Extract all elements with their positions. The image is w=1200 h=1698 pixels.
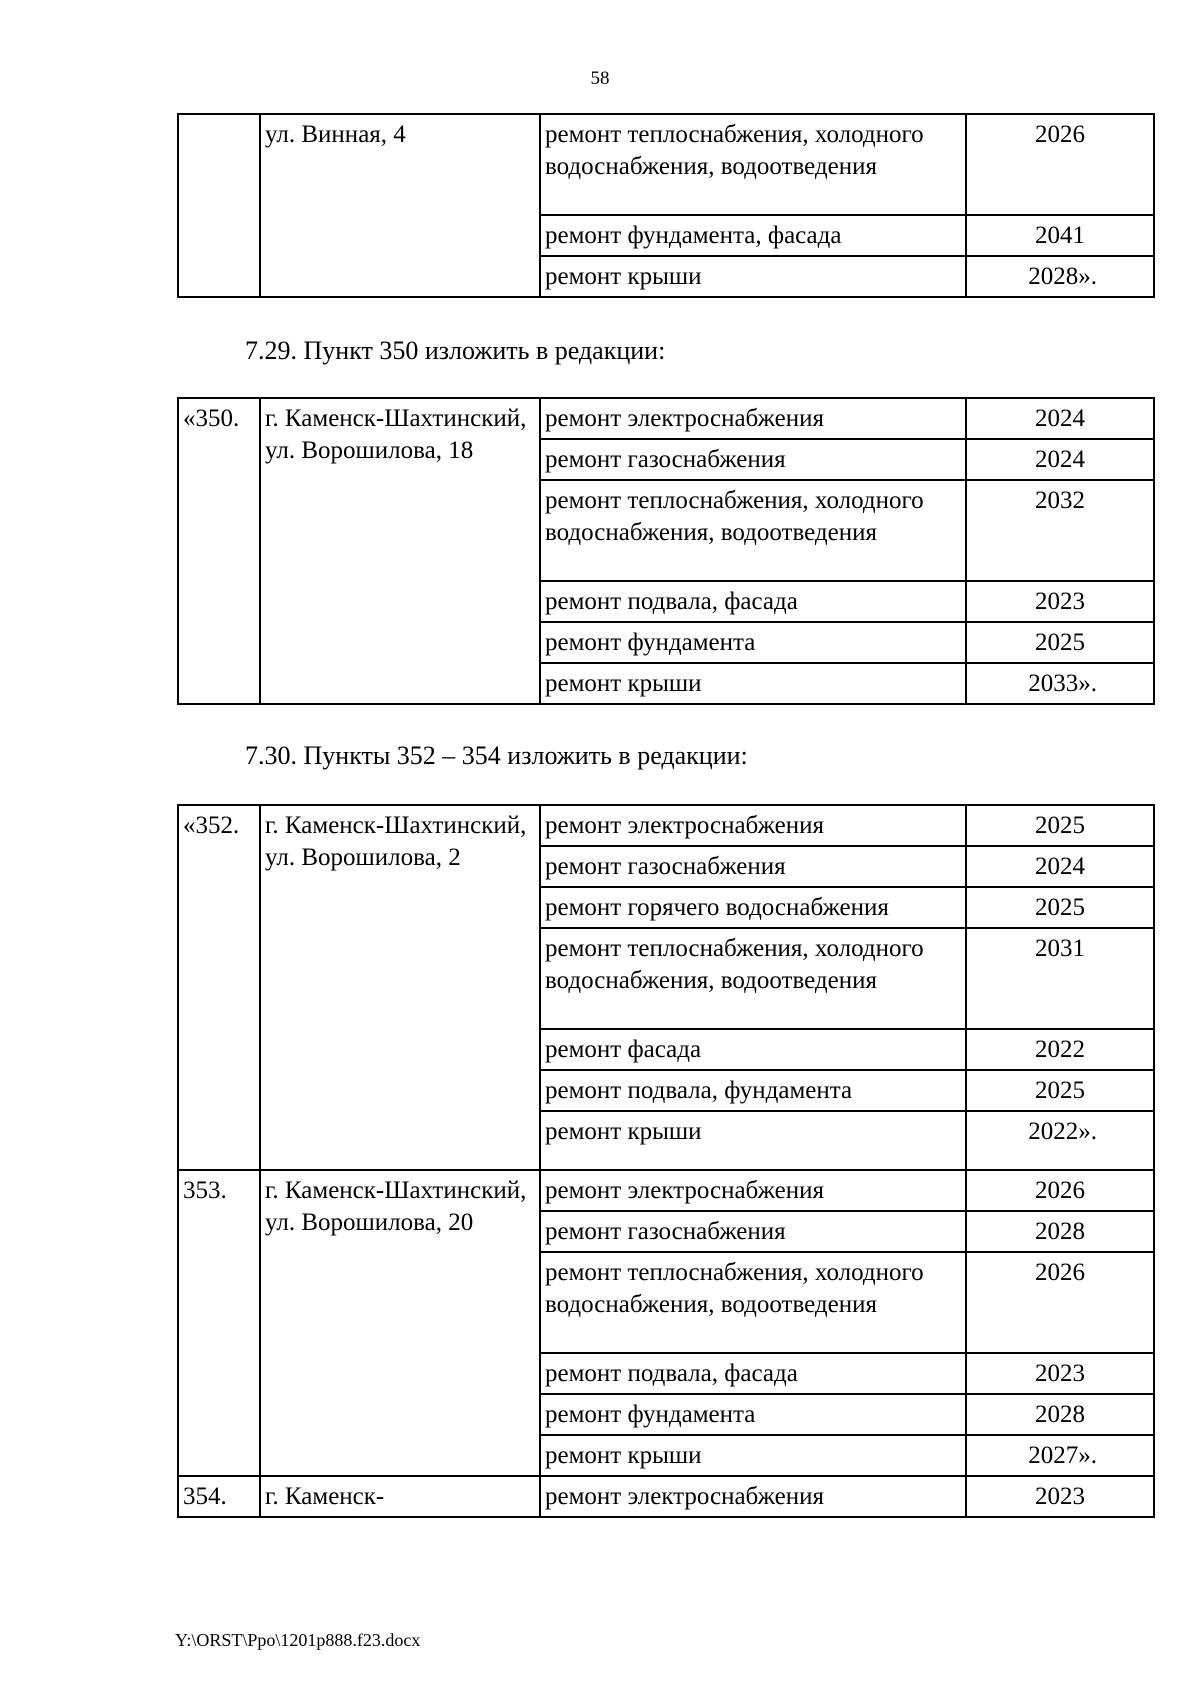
item-number-cell: «350. [178,398,260,704]
year-cell: 2026 [966,114,1154,215]
work-cell: ремонт подвала, фасада [540,581,966,622]
year-cell: 2026 [966,1170,1154,1211]
work-cell: ремонт теплоснабжения, холодного водоснабжения, водоотведения [540,114,966,215]
year-cell: 2025 [966,622,1154,663]
item-number-cell: 353. [178,1170,260,1476]
year-cell: 2025 [966,805,1154,846]
work-cell: ремонт теплоснабжения, холодного водоснабжения, водоотведения [540,1252,966,1353]
year-cell: 2022». [966,1111,1154,1170]
year-cell: 2032 [966,480,1154,581]
address-cell: г. Каменск-Шахтинский, ул. Ворошилова, 18 [260,398,540,704]
work-cell: ремонт электроснабжения [540,1170,966,1211]
address-cell: г. Каменск- [260,1476,540,1517]
work-cell: ремонт фундамента [540,622,966,663]
year-cell: 2023 [966,1353,1154,1394]
address-cell: г. Каменск-Шахтинский, ул. Ворошилова, 20 [260,1170,540,1476]
work-cell: ремонт газоснабжения [540,1211,966,1252]
year-cell: 2031 [966,928,1154,1029]
work-cell: ремонт газоснабжения [540,439,966,480]
year-cell: 2041 [966,215,1154,256]
work-cell: ремонт крыши [540,256,966,297]
table-row [178,114,1154,215]
work-cell: ремонт крыши [540,663,966,704]
year-cell: 2026 [966,1252,1154,1353]
year-cell: 2025 [966,1070,1154,1111]
year-cell: 2027». [966,1435,1154,1476]
work-cell: ремонт электроснабжения [540,1476,966,1517]
year-cell: 2023 [966,581,1154,622]
work-cell: ремонт газоснабжения [540,846,966,887]
item-number-cell: 354. [178,1476,260,1517]
work-cell: ремонт фундамента [540,1394,966,1435]
address-cell: ул. Винная, 4 [260,114,540,297]
work-cell: ремонт крыши [540,1111,966,1170]
work-cell: ремонт крыши [540,1435,966,1476]
year-cell: 2028 [966,1394,1154,1435]
table-row [178,805,1154,846]
address-cell: г. Каменск-Шахтинский, ул. Ворошилова, 2 [260,805,540,1170]
year-cell: 2033». [966,663,1154,704]
work-cell: ремонт теплоснабжения, холодного водоснабжения, водоотведения [540,480,966,581]
page-number: 58 [590,68,610,89]
item-number-cell [178,114,260,297]
year-cell: 2023 [966,1476,1154,1517]
paragraph-7-30: 7.30. Пункты 352 – 354 изложить в редакции: [245,741,748,770]
table-row [178,398,1154,439]
work-cell: ремонт фундамента, фасада [540,215,966,256]
year-cell: 2024 [966,439,1154,480]
work-cell: ремонт фасада [540,1029,966,1070]
work-cell: ремонт электроснабжения [540,398,966,439]
year-cell: 2028». [966,256,1154,297]
year-cell: 2024 [966,398,1154,439]
work-cell: ремонт горячего водоснабжения [540,887,966,928]
year-cell: 2024 [966,846,1154,887]
year-cell: 2028 [966,1211,1154,1252]
table-row [178,1170,1154,1211]
paragraph-7-29: 7.29. Пункт 350 изложить в редакции: [245,336,666,365]
work-cell: ремонт подвала, фасада [540,1353,966,1394]
table-row [178,1476,1154,1517]
continuation-table [177,113,1155,298]
year-cell: 2022 [966,1029,1154,1070]
footer-file-path: Y:\ORST\Ppo\1201p888.f23.docx [175,1630,421,1650]
work-cell: ремонт электроснабжения [540,805,966,846]
table-items-352-354 [177,804,1155,1518]
item-number-cell: «352. [178,805,260,1170]
table-item-350 [177,397,1155,705]
work-cell: ремонт теплоснабжения, холодного водоснабжения, водоотведения [540,928,966,1029]
year-cell: 2025 [966,887,1154,928]
work-cell: ремонт подвала, фундамента [540,1070,966,1111]
